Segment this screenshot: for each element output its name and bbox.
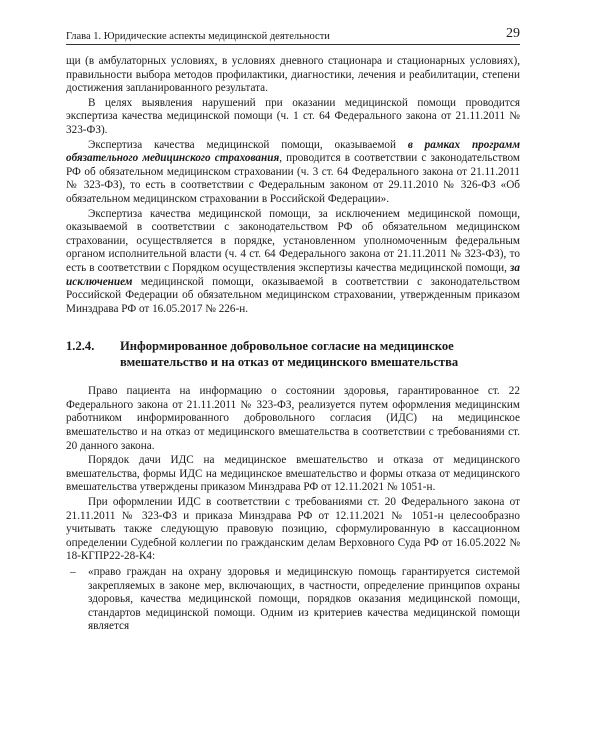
paragraph-3-start: Экспертиза качества медицинской помощи, оказываемой: [88, 138, 408, 151]
running-head: [66, 26, 520, 42]
section-heading: [66, 338, 520, 370]
paragraph-3: [66, 139, 520, 207]
section-number: 1.2.4.: [66, 339, 95, 354]
paragraph-1: щи (в амбулаторных условиях, в условиях дневного стационара и стационарных условиях), правильности выбора методов профилактики, диагностики, лечения и реабилитации, степени достижения запланированного результата.: [66, 55, 520, 95]
paragraph-5: Право пациента на информацию о состоянии здоровья, гарантированное ст. 22 Федерального закона от 21.11.2011 № 323-ФЗ, реализуется путем оформления медицинским работником информированного добровольного согласия (ИДС) на медицинское вмешательство и на отказ от медицинского вмешательства в соответствии с требованиями ст. 20 данного закона.: [66, 385, 520, 452]
quote-list-item: [66, 566, 520, 634]
paragraph-4-start: Экспертиза качества медицинской помощи, за исключением медицинской помощи, оказываемой в соответствии с законодательством РФ об обязательном медицинском страховании, осуществляется в порядке, установленном уполномоченным федеральным органом исполнительной власти (ч. 4 ст. 64 Федерального закона от 21.11.2011 № 323-ФЗ), то есть в соответствии с Порядком осуществления экспертизы качества медицинской помощи,: [66, 207, 520, 274]
chapter-title: Глава 1. Юридические аспекты медицинской деятельности: [66, 31, 330, 42]
paragraph-4: [66, 208, 520, 317]
paragraph-3-end: , проводится в соответствии с законодательством РФ об обязательном медицинском страховании (ч. 3 ст. 64 Федерального закона от 21.11.2011 № 323-ФЗ), то есть в соответствии с Федеральным законом от 29.11.2010 № 326-ФЗ «Об обязательном медицинском страховании в Российской Федерации».: [66, 152, 520, 205]
paragraph-4-emphasis: за исключением: [66, 261, 520, 288]
page-number: 29: [506, 26, 520, 41]
paragraph-2: В целях выявления нарушений при оказании медицинской помощи проводится экспертиза качества медицинской помощи (ч. 1 ст. 64 Федерального закона от 21.11.2011 № 323-ФЗ).: [66, 96, 520, 136]
paragraph-3-emphasis: в рамках программ обязательного медицинского страхования: [66, 138, 521, 165]
page-body: [66, 55, 520, 634]
header-rule: [66, 44, 520, 45]
section-title: Информированное добровольное согласие на медицинское вмешательство и на отказ от медицинского вмешательства: [120, 339, 459, 370]
paragraph-4-end: медицинской помощи, оказываемой в соответствии с законодательством Российской Федерации об обязательном медицинском страховании, утвержденным приказом Минздрава РФ от 16.05.2017 № 226-н.: [66, 275, 520, 315]
paragraph-6: Порядок дачи ИДС на медицинское вмешательство и отказа от медицинского вмешательства, формы ИДС на медицинское вмешательство и формы отказа от медицинского вмешательства утверждены приказом Минздрава РФ от 12.11.2021 № 1051-н.: [66, 454, 520, 494]
quote-dash: –: [70, 566, 76, 578]
quote-text: «право граждан на охрану здоровья и медицинскую помощь гарантируется системой закрепляемых в законе мер, включающих, в частности, определение принципов охраны здоровья, качества медицинской помощи, порядков оказания медицинской помощи, стандартов медицинской помощи. Одним из критериев качества медицинской помощи является: [88, 566, 520, 633]
paragraph-7: При оформлении ИДС в соответствии с требованиями ст. 20 Федерального закона от 21.11.2011 № 323-ФЗ и приказа Минздрава РФ от 12.11.2021 № 1051-н целесообразно учитывать также следующую правовую позицию, сформулированную в кассационном определении Судебной коллегии по гражданским делам Верховного Суда РФ от 16.05.2022 № 18-КГПР22-28-К4:: [66, 496, 520, 563]
